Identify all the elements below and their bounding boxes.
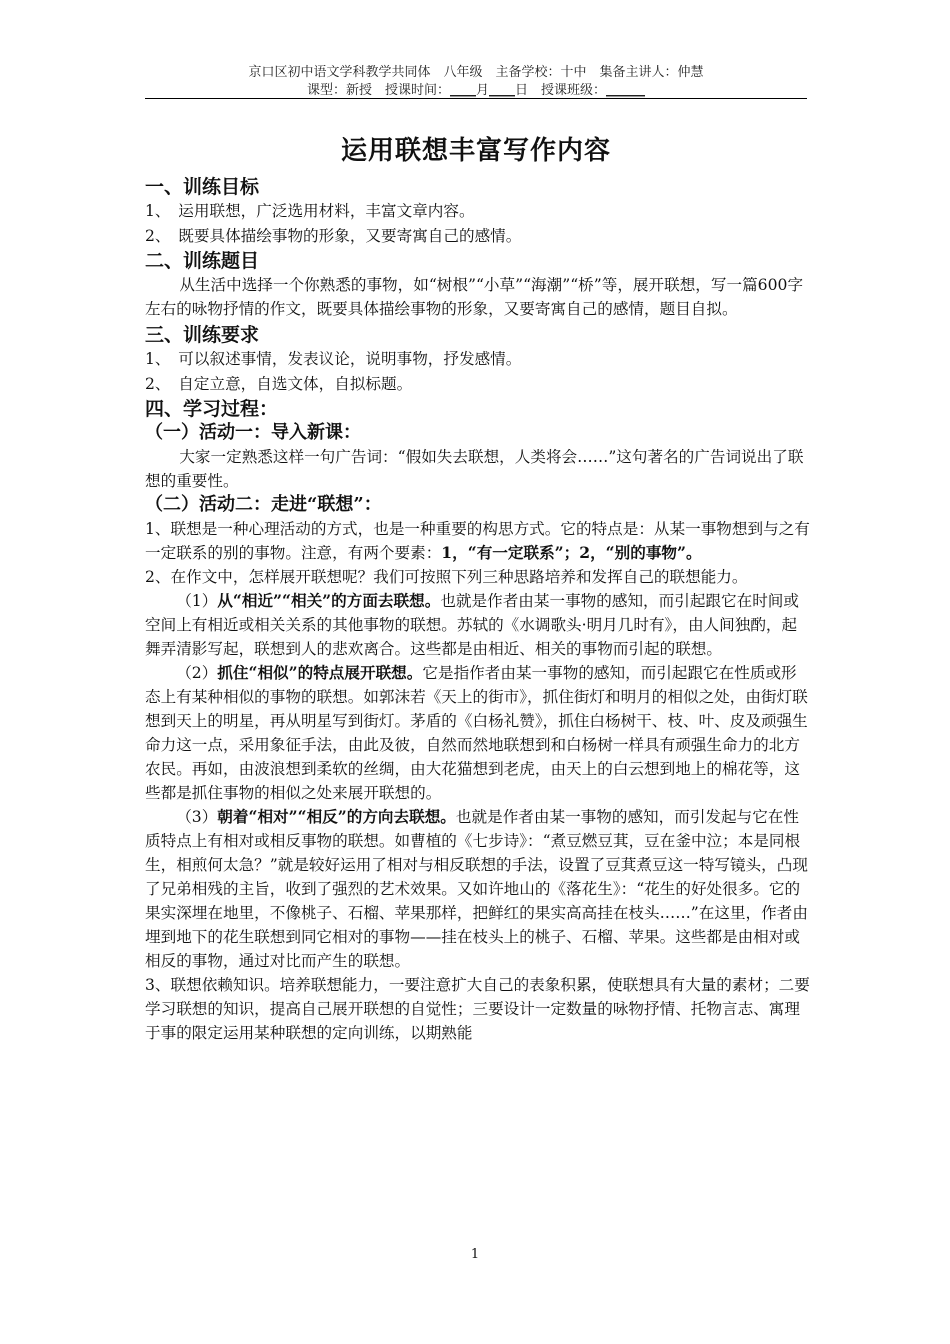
section-3-heading: 三、训练要求 bbox=[145, 324, 260, 346]
method-2-paragraph bbox=[145, 661, 811, 805]
section-1-heading: 一、训练目标 bbox=[145, 176, 260, 198]
activity-1-body: 大家一定熟悉这样一句广告词：“假如失去联想，人类将会……”这句著名的广告词说出了联想的重要性。 bbox=[145, 448, 804, 490]
section-2-heading: 二、训练题目 bbox=[145, 250, 260, 272]
method-1-text: 也就是作者由某一事物的感知，而引起跟它在时间或空间上有相近或相关关系的其他事物的联想。苏轼的《水调歌头·明月几时有》，由人间独酌，起舞弄清影写起，联想到人的悲欢离合。这些都是由相近、相关的事物而引起的联想。 bbox=[145, 592, 799, 658]
point-1-text: 1、联想是一种心理活动的方式，也是一种重要的构思方式。它的特点是：从某一事物想到与之有一定联系的别的事物。注意，有两个要素： bbox=[145, 520, 810, 562]
activity-1-heading: （一）活动一：导入新课： bbox=[145, 422, 361, 443]
header-blank-day: ____ bbox=[489, 83, 515, 98]
point-1-elements: 1，“有一定联系”；2，“别的事物”。 bbox=[441, 543, 702, 562]
header-blank-month: ____ bbox=[449, 83, 476, 98]
section-3-item: 2、 自定立意，自选文体，自拟标题。 bbox=[145, 375, 413, 393]
header-month-label: 月 bbox=[475, 83, 489, 98]
method-1-paragraph bbox=[145, 589, 811, 661]
method-3-text: 也就是作者由某一事物的感知，而引发起与它在性质特点上有相对或相反事物的联想。如曹植的《七步诗》：“煮豆燃豆萁，豆在釜中泣；本是同根生，相煎何太急？”就是较好运用了相对与相反联想的手法，设置了豆萁煮豆这一特写镜头，凸现了兄弟相残的主旨，收到了强烈的艺术效果。又如许地山的《落花生》：“花生的好处很多。它的果实深埋在地里，不像桃子、石榴、苹果那样，把鲜红的果实高高挂在枝头……”在这里，作者由埋到地下的花生联想到同它相对的事物——挂在枝头上的桃子、石榴、苹果。这些都是由相对或相反的事物，通过对比而产生的联想。 bbox=[145, 808, 808, 970]
method-2-number: （2） bbox=[176, 664, 218, 682]
method-2-title: 抓住“相似”的特点展开联想。 bbox=[217, 663, 423, 682]
section-2-body: 从生活中选择一个你熟悉的事物，如“树根”“小草”“海潮”“桥”等，展开联想，写一篇600字左右的咏物抒情的作文，既要具体描绘事物的形象，又要寄寓自己的感情，题目自拟。 bbox=[145, 276, 804, 318]
method-1-number: （1） bbox=[176, 592, 218, 610]
document-body bbox=[145, 175, 811, 1045]
point-3-paragraph: 3、联想依赖知识。培养联想能力，一要注意扩大自己的表象积累，使联想具有大量的素材；二要学习联想的知识，提高自己展开联想的自觉性；三要设计一定数量的咏物抒情、托物言志、寓理于事的限定运用某种联想的定向训练，以期熟能 bbox=[145, 976, 810, 1042]
header-lesson-type: 课型：新授 授课时间： bbox=[306, 83, 450, 98]
point-1-paragraph bbox=[145, 517, 811, 565]
method-1-title: 从“相近”“相关”的方面去联想。 bbox=[217, 591, 441, 610]
section-4-heading: 四、学习过程： bbox=[145, 398, 279, 420]
method-3-paragraph bbox=[145, 805, 811, 973]
method-3-title: 朝着“相对”“相反”的方向去联想。 bbox=[217, 807, 456, 826]
method-2-text: 它是指作者由某一事物的感知，而引起跟它在性质或形态上有某种相似的事物的联想。如郭沫若《天上的街市》，抓住街灯和明月的相似之处，由街灯联想到天上的明星，再从明星写到街灯。茅盾的《白杨礼赞》，抓住白杨树干、枝、叶、皮及顽强生命力这一点，采用象征手法，由此及彼，自然而然地联想到和白杨树一样具有顽强生命力的北方农民。再如，由波浪想到柔软的丝绸，由大花猫想到老虎，由天上的白云想到地上的棉花等，这些都是抓住事物的相似之处来展开联想的。 bbox=[145, 664, 808, 802]
section-1-item: 1、 运用联想，广泛选用材料，丰富文章内容。 bbox=[145, 202, 475, 220]
point-2-paragraph: 2、在作文中，怎样展开联想呢？我们可按照下列三种思路培养和发挥自己的联想能力。 bbox=[145, 568, 748, 586]
section-1-item: 2、 既要具体描绘事物的形象，又要寄寓自己的感情。 bbox=[145, 227, 522, 245]
activity-2-heading: （二）活动二：走进“联想”： bbox=[145, 494, 382, 515]
document-title: 运用联想丰富写作内容 bbox=[340, 136, 611, 166]
header-rule bbox=[145, 98, 807, 99]
section-3-item: 1、 可以叙述事情，发表议论，说明事物，抒发感情。 bbox=[145, 350, 522, 368]
page-number: 1 bbox=[470, 1247, 480, 1262]
header-line-1: 京口区初中语文学科教学共同体 八年级 主备学校：十中 集备主讲人：仲慧 bbox=[248, 65, 704, 80]
header-blank-class: ______ bbox=[606, 83, 646, 98]
page-header bbox=[145, 64, 807, 100]
header-day-class-label: 日 授课班级： bbox=[515, 83, 607, 98]
method-3-number: （3） bbox=[176, 808, 218, 826]
